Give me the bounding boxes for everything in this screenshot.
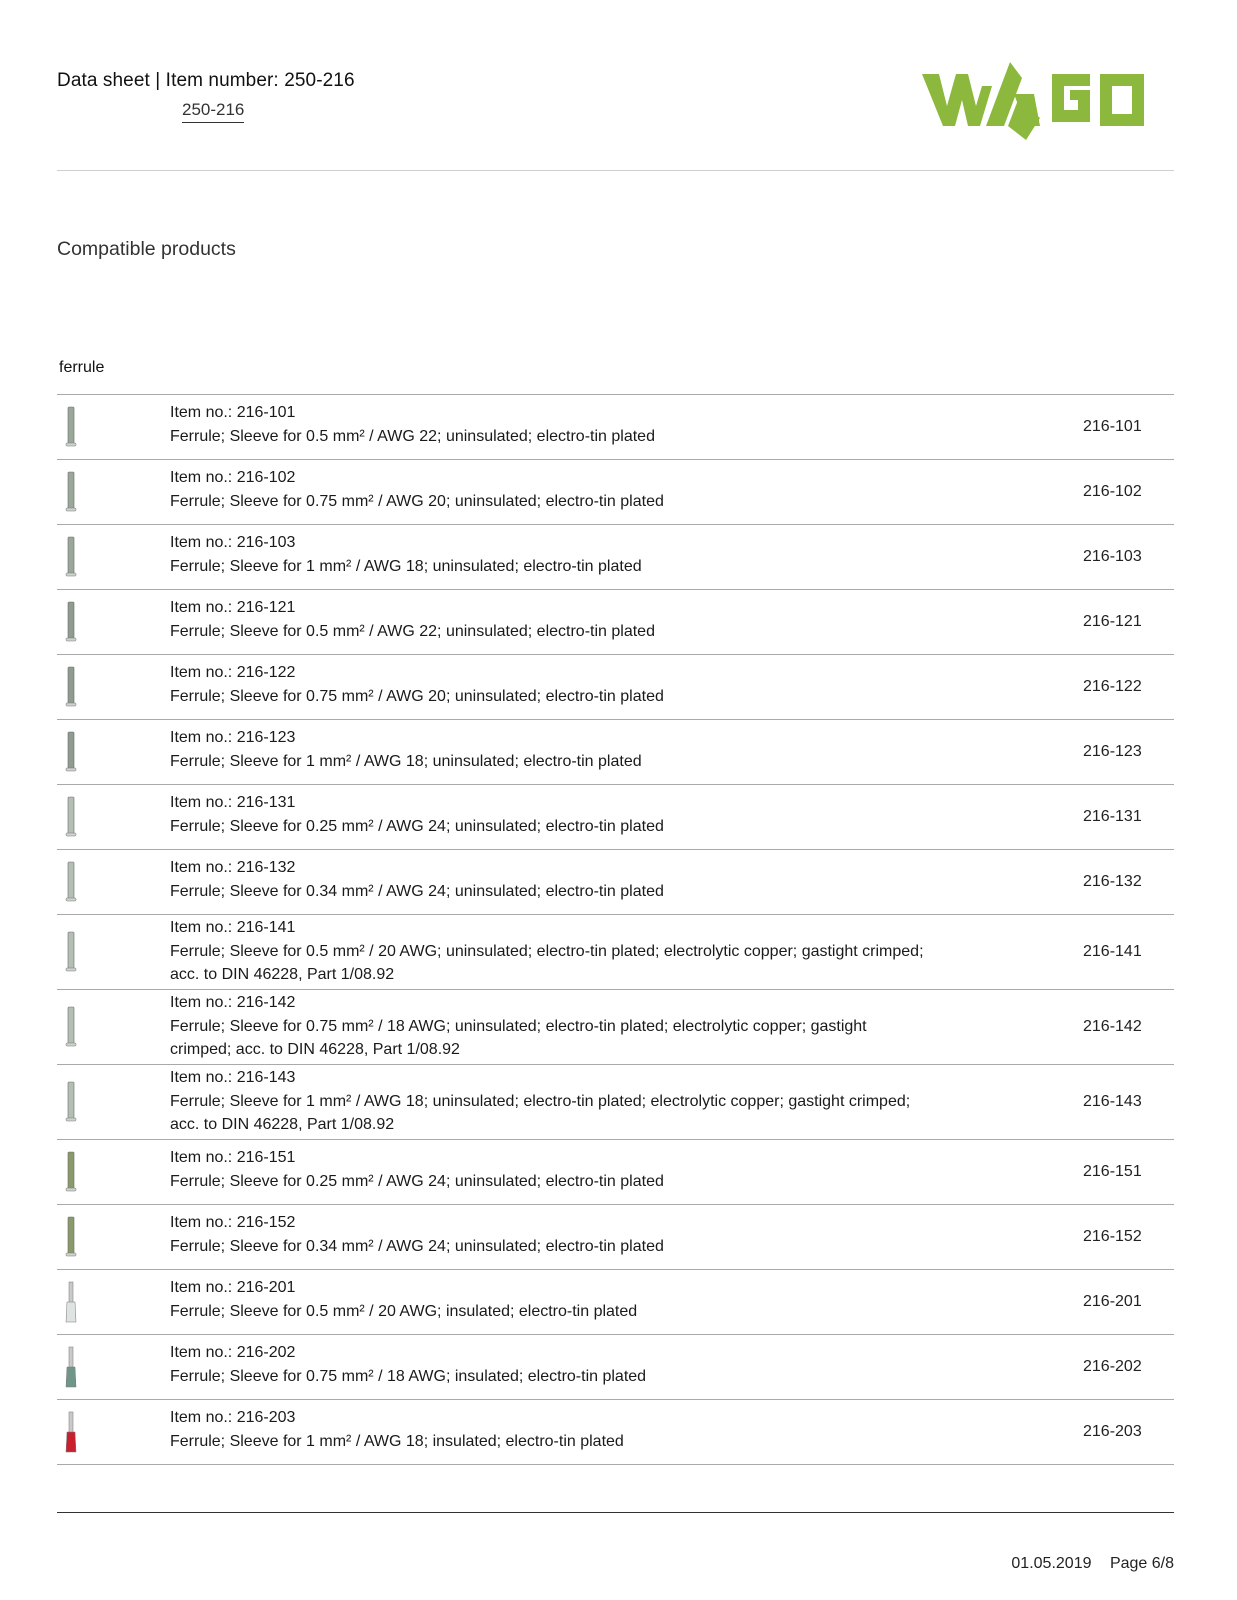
item-number-label: Item no.: 216-122 — [170, 664, 296, 681]
item-number-label: Item no.: 216-102 — [170, 469, 296, 486]
item-reference-link[interactable]: 216-202 — [1083, 1358, 1142, 1375]
table-row — [57, 1205, 1174, 1270]
item-description: Ferrule; Sleeve for 1 mm² / AWG 18; uninsulated; electro-tin plated — [170, 557, 642, 575]
wago-logo — [922, 58, 1174, 142]
table-row — [57, 1400, 1174, 1465]
table-row — [57, 525, 1174, 590]
header-divider — [57, 170, 1174, 171]
table-row — [57, 395, 1174, 460]
item-description: Ferrule; Sleeve for 0.5 mm² / AWG 22; uninsulated; electro-tin plated — [170, 622, 655, 640]
ferrule-icon — [62, 795, 80, 839]
row-description — [170, 1341, 930, 1388]
item-number-label: Item no.: 216-151 — [170, 1149, 296, 1166]
item-number-label: Item no.: 216-103 — [170, 534, 296, 551]
item-description: Ferrule; Sleeve for 0.5 mm² / 20 AWG; uninsulated; electro-tin plated; electrolytic copper; gastight crimped; acc. to DIN 46228, Part 1/08.92 — [170, 942, 924, 983]
row-description — [170, 1066, 930, 1137]
item-reference-link[interactable]: 216-141 — [1083, 943, 1142, 960]
ferrule-icon — [62, 1280, 80, 1324]
row-description — [170, 1406, 930, 1453]
row-description — [170, 531, 930, 578]
item-reference-link[interactable]: 216-131 — [1083, 808, 1142, 825]
item-reference-link[interactable]: 216-143 — [1083, 1093, 1142, 1110]
row-description — [170, 856, 930, 903]
item-number-label: Item no.: 216-203 — [170, 1409, 296, 1426]
ferrule-icon — [62, 730, 80, 774]
item-description: Ferrule; Sleeve for 0.5 mm² / AWG 22; uninsulated; electro-tin plated — [170, 427, 655, 445]
row-description — [170, 466, 930, 513]
ferrule-icon — [62, 535, 80, 579]
footer-date: 01.05.2019 — [1011, 1555, 1092, 1572]
row-description — [170, 1276, 930, 1323]
table-row — [57, 590, 1174, 655]
table-row — [57, 1065, 1174, 1140]
item-reference-link[interactable]: 216-121 — [1083, 613, 1142, 630]
table-row — [57, 655, 1174, 720]
item-number-label: Item no.: 216-142 — [170, 994, 296, 1011]
ferrule-icon — [62, 860, 80, 904]
item-reference-link[interactable]: 216-102 — [1083, 483, 1142, 500]
item-reference-link[interactable]: 216-123 — [1083, 743, 1142, 760]
item-number-label: Item no.: 216-132 — [170, 859, 296, 876]
ferrule-icon — [62, 1150, 80, 1194]
table-row — [57, 460, 1174, 525]
category-label: ferrule — [59, 359, 105, 376]
footer-divider — [57, 1512, 1174, 1513]
ferrule-icon — [62, 1410, 80, 1454]
row-description — [170, 916, 930, 987]
table-row — [57, 850, 1174, 915]
ferrule-icon — [62, 1080, 80, 1124]
table-row — [57, 1335, 1174, 1400]
item-number-label: Item no.: 216-152 — [170, 1214, 296, 1231]
item-number-label: Item no.: 216-201 — [170, 1279, 296, 1296]
ferrule-icon — [62, 470, 80, 514]
item-description: Ferrule; Sleeve for 1 mm² / AWG 18; uninsulated; electro-tin plated — [170, 752, 642, 770]
item-reference-link[interactable]: 216-152 — [1083, 1228, 1142, 1245]
row-description — [170, 596, 930, 643]
item-reference-link[interactable]: 216-132 — [1083, 873, 1142, 890]
item-description: Ferrule; Sleeve for 0.34 mm² / AWG 24; uninsulated; electro-tin plated — [170, 1237, 664, 1255]
ferrule-icon — [62, 1215, 80, 1259]
item-reference-link[interactable]: 216-122 — [1083, 678, 1142, 695]
row-description — [170, 1146, 930, 1193]
item-number-link[interactable]: 250-216 — [182, 100, 244, 123]
item-description: Ferrule; Sleeve for 1 mm² / AWG 18; insulated; electro-tin plated — [170, 1432, 624, 1450]
ferrule-icon — [62, 930, 80, 974]
item-description: Ferrule; Sleeve for 0.75 mm² / AWG 20; uninsulated; electro-tin plated — [170, 687, 664, 705]
table-row — [57, 915, 1174, 990]
item-description: Ferrule; Sleeve for 0.75 mm² / AWG 20; uninsulated; electro-tin plated — [170, 492, 664, 510]
item-reference-link[interactable]: 216-142 — [1083, 1018, 1142, 1035]
table-row — [57, 785, 1174, 850]
item-description: Ferrule; Sleeve for 0.75 mm² / 18 AWG; uninsulated; electro-tin plated; electrolytic copper; gastight crimped; acc. to DIN 46228, Part 1/08.92 — [170, 1017, 867, 1058]
item-number-label: Item no.: 216-101 — [170, 404, 296, 421]
row-description — [170, 661, 930, 708]
item-number-label: Item no.: 216-202 — [170, 1344, 296, 1361]
item-description: Ferrule; Sleeve for 0.34 mm² / AWG 24; uninsulated; electro-tin plated — [170, 882, 664, 900]
item-description: Ferrule; Sleeve for 0.25 mm² / AWG 24; uninsulated; electro-tin plated — [170, 1172, 664, 1190]
item-number-label: Item no.: 216-141 — [170, 919, 296, 936]
ferrule-icon — [62, 1345, 80, 1389]
table-row — [57, 990, 1174, 1065]
item-reference-link[interactable]: 216-151 — [1083, 1163, 1142, 1180]
footer-page: Page 6/8 — [1109, 1555, 1174, 1572]
row-description — [170, 791, 930, 838]
ferrule-icon — [62, 1005, 80, 1049]
ferrule-icon — [62, 600, 80, 644]
item-reference-link[interactable]: 216-103 — [1083, 548, 1142, 565]
item-reference-link[interactable]: 216-201 — [1083, 1293, 1142, 1310]
item-number-label: Item no.: 216-131 — [170, 794, 296, 811]
table-row — [57, 1140, 1174, 1205]
item-number-label: Item no.: 216-143 — [170, 1069, 296, 1086]
row-description — [170, 401, 930, 448]
item-description: Ferrule; Sleeve for 0.5 mm² / 20 AWG; insulated; electro-tin plated — [170, 1302, 638, 1320]
item-reference-link[interactable]: 216-203 — [1083, 1423, 1142, 1440]
item-description: Ferrule; Sleeve for 0.25 mm² / AWG 24; uninsulated; electro-tin plated — [170, 817, 664, 835]
row-description — [170, 726, 930, 773]
row-description — [170, 991, 930, 1062]
ferrule-icon — [62, 405, 80, 449]
row-description — [170, 1211, 930, 1258]
section-title: Compatible products — [57, 238, 236, 260]
compatible-products-table — [57, 394, 1174, 1465]
header-title: Data sheet | Item number: 250-216 — [57, 70, 355, 91]
table-row — [57, 1270, 1174, 1335]
item-description: Ferrule; Sleeve for 1 mm² / AWG 18; uninsulated; electro-tin plated; electrolytic copper; gastight crimped; acc. to DIN 46228, Part 1/08.92 — [170, 1092, 911, 1133]
table-row — [57, 720, 1174, 785]
item-number-label: Item no.: 216-121 — [170, 599, 296, 616]
page-footer — [997, 1555, 1174, 1573]
ferrule-icon — [62, 665, 80, 709]
item-reference-link[interactable]: 216-101 — [1083, 418, 1142, 435]
item-number-label: Item no.: 216-123 — [170, 729, 296, 746]
item-description: Ferrule; Sleeve for 0.75 mm² / 18 AWG; insulated; electro-tin plated — [170, 1367, 647, 1385]
